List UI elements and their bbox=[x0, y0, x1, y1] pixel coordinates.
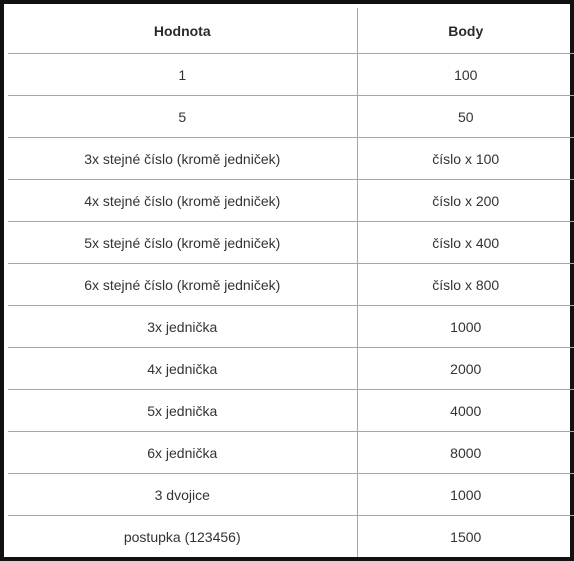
cell-hodnota: 3x stejné číslo (kromě jedniček) bbox=[8, 138, 357, 180]
cell-body: 1000 bbox=[357, 306, 574, 348]
table-row bbox=[8, 348, 574, 390]
cell-hodnota: 6x jednička bbox=[8, 432, 357, 474]
cell-body: číslo x 200 bbox=[357, 180, 574, 222]
header-body: Body bbox=[357, 8, 574, 54]
score-table bbox=[8, 8, 574, 557]
cell-hodnota: 4x stejné číslo (kromě jedniček) bbox=[8, 180, 357, 222]
cell-body: číslo x 400 bbox=[357, 222, 574, 264]
table-row bbox=[8, 264, 574, 306]
table-row bbox=[8, 96, 574, 138]
cell-body: 8000 bbox=[357, 432, 574, 474]
table-row bbox=[8, 222, 574, 264]
header-row bbox=[8, 8, 574, 54]
table-header bbox=[8, 8, 574, 54]
table-row bbox=[8, 306, 574, 348]
cell-body: číslo x 100 bbox=[357, 138, 574, 180]
header-hodnota: Hodnota bbox=[8, 8, 357, 54]
cell-body: 1500 bbox=[357, 516, 574, 558]
cell-body: 50 bbox=[357, 96, 574, 138]
table-row bbox=[8, 516, 574, 558]
cell-body: 100 bbox=[357, 54, 574, 96]
cell-hodnota: 3 dvojice bbox=[8, 474, 357, 516]
cell-body: 2000 bbox=[357, 348, 574, 390]
table-row bbox=[8, 474, 574, 516]
table-row bbox=[8, 138, 574, 180]
cell-hodnota: 4x jednička bbox=[8, 348, 357, 390]
cell-hodnota: 5x jednička bbox=[8, 390, 357, 432]
table-row bbox=[8, 432, 574, 474]
cell-hodnota: 3x jednička bbox=[8, 306, 357, 348]
table-body bbox=[8, 54, 574, 558]
cell-hodnota: postupka (123456) bbox=[8, 516, 357, 558]
cell-hodnota: 5 bbox=[8, 96, 357, 138]
cell-body: 1000 bbox=[357, 474, 574, 516]
cell-body: 4000 bbox=[357, 390, 574, 432]
cell-hodnota: 5x stejné číslo (kromě jedniček) bbox=[8, 222, 357, 264]
table-row bbox=[8, 180, 574, 222]
cell-hodnota: 1 bbox=[8, 54, 357, 96]
table-row bbox=[8, 390, 574, 432]
cell-body: číslo x 800 bbox=[357, 264, 574, 306]
cell-hodnota: 6x stejné číslo (kromě jedniček) bbox=[8, 264, 357, 306]
table-row bbox=[8, 54, 574, 96]
